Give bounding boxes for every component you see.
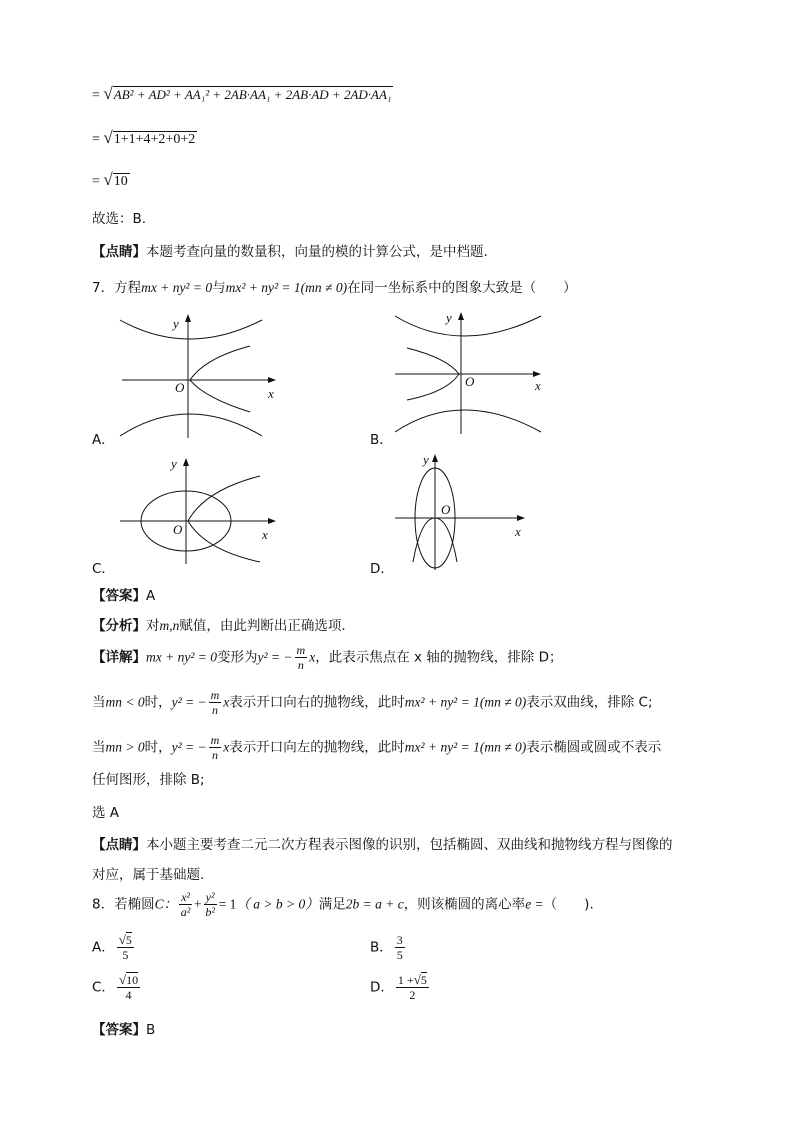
q7-detail-line-4: 任何图形，排除 B; (92, 772, 205, 788)
equals-sign: = (92, 132, 100, 147)
q7-stem-pre: 方程 (114, 280, 142, 296)
tip-tag: 【点睛】 (92, 837, 146, 853)
q7-graph-d (385, 450, 555, 572)
q7-select-line: 选 A (92, 805, 120, 821)
formula-expression: 1+1+4+2+0+2 (113, 132, 196, 147)
q7-option-b-label: B． (370, 432, 393, 448)
y-label: y (446, 310, 452, 325)
hyperbola-upper-branch (120, 320, 262, 339)
hyperbola-upper-branch (395, 316, 541, 336)
q7-option-a-label: A． (92, 432, 115, 448)
q8-option-d: D． $\frac{1 +√5}{2}$ (370, 972, 427, 1002)
q7-graph-b (385, 308, 565, 443)
q8-stem: 8．若椭圆C： $\frac{\text{x²}}{\text{a²}}$ + $\frac{\text{y²}}{\text{b²}}$ = 1（ a > b > 0）满足2b = a + c，则该椭圆的离心率e =（ ). (92, 890, 594, 919)
formula-expression: 10 (113, 174, 128, 189)
q7-stem (92, 276, 577, 296)
answer-tag: 【答案】 (92, 588, 146, 604)
hyperbola-lower-branch (120, 414, 262, 436)
q7-detail-line-1: 【详解】mx + ny² = 0变形为y² = − $\frac{m}{n}$ x，此表示焦点在 x 轴的抛物线，排除 D； (92, 643, 563, 672)
formula-expression: AB² + AD² + AA₁² + 2AB·AA₁ + 2AB·AD + 2AD·AA₁ (113, 87, 392, 102)
sqrt-sign: √ (103, 84, 113, 103)
x-axis-arrow (268, 377, 276, 383)
q7-detail-line-3: 当mn > 0时，y² = − $\frac{m}{n}$ x表示开口向左的抛物线，此时mx² + ny² = 1(mn ≠ 0)表示椭圆或圆或不表示 (92, 733, 662, 762)
case1-cond: mn < 0 (105, 694, 145, 710)
fraction-m-over-n: $\frac{m}{n}$ (210, 733, 220, 762)
q7-graph-c (110, 454, 290, 569)
y-axis-arrow (458, 312, 464, 320)
x-label: x (268, 386, 274, 401)
q7-option-c-label: C． (92, 561, 115, 577)
choose-line: 故选：B. (92, 211, 147, 227)
analysis-vars: m,n (159, 618, 180, 633)
detail1-mid: 变形为 (217, 649, 258, 666)
q8-option-b: B． $\frac{3}{5}$ (370, 933, 403, 962)
q7-tip-line-2: 对应，属于基础题. (92, 867, 205, 883)
origin-label: O (441, 502, 451, 517)
hyperbola-lower-branch (395, 410, 541, 432)
parabola-right-opening (188, 476, 260, 562)
analysis-tag: 【分析】 (92, 618, 146, 634)
origin-label: O (175, 380, 185, 395)
formula-line-3 (92, 170, 130, 190)
answer-value: B (146, 1022, 156, 1038)
q7-detail-line-2: 当mn < 0时，y² = − $\frac{m}{n}$ x表示开口向右的抛物线，此时mx² + ny² = 1(mn ≠ 0)表示双曲线，排除 C; (92, 688, 653, 717)
formula-line-2 (92, 128, 197, 148)
q7-eq1: mx + ny² = 0 (141, 280, 213, 295)
q7-number: 7． (92, 280, 115, 296)
tip-text: 本题考查向量的数量积，向量的模的计算公式，是中档题. (146, 244, 488, 260)
y-axis-arrow (185, 314, 191, 322)
case2-cond: mn > 0 (105, 739, 145, 755)
analysis-post: 赋值，由此判断出正确选项. (179, 618, 346, 634)
answer-value: A (146, 588, 156, 604)
y-axis-arrow (183, 458, 189, 466)
detail1-post: ，此表示焦点在 x 轴的抛物线，排除 D； (315, 649, 563, 666)
q8-option-c: C． $\frac{√10}{4}$ (92, 972, 139, 1002)
x-label: x (515, 524, 521, 539)
x-axis-arrow (517, 515, 525, 521)
q8-answer-line (92, 1018, 155, 1038)
sqrt-sign: √ (103, 170, 113, 189)
x-label: x (535, 378, 541, 393)
y-label: y (171, 456, 177, 471)
origin-label: O (465, 374, 475, 389)
y-axis-arrow (432, 454, 438, 462)
detail1-eq: mx + ny² = 0 (146, 649, 218, 665)
answer-tag: 【答案】 (92, 1022, 146, 1038)
detail1-lhs: y² = − (257, 649, 293, 665)
sqrt-sign: √ (103, 128, 113, 147)
tip-tag: 【点睛】 (92, 244, 146, 260)
q7-eq2: mx² + ny² = 1 (225, 280, 301, 295)
fraction-x2-over-a2: $\frac{\text{x²}}{\text{a²}}$ (180, 890, 191, 919)
fraction-y2-over-b2: $\frac{\text{y²}}{\text{b²}}$ (205, 890, 215, 919)
y-label: y (423, 452, 429, 467)
fraction-m-over-n: $\frac{m}{n}$ (210, 688, 220, 717)
q7-analysis-line (92, 614, 346, 634)
detail-tag: 【详解】 (92, 649, 146, 666)
fraction-m-over-n: $\frac{m}{n}$ (296, 643, 306, 672)
analysis-pre: 对 (146, 618, 160, 634)
formula-line-1 (92, 84, 393, 104)
parabola-right-opening (190, 346, 250, 412)
q8-option-a: A． $\frac{√5}{5}$ (92, 932, 132, 962)
x-axis-arrow (268, 518, 276, 524)
q7-graph-a (110, 308, 290, 443)
tip-line (92, 240, 488, 260)
y-label: y (173, 316, 179, 331)
equals-sign: = (92, 174, 100, 189)
q7-cond: (mn ≠ 0) (300, 280, 348, 295)
q7-stem-post: 在同一坐标系中的图象大致是（ ） (347, 280, 577, 296)
q7-tip-line-1: 【点睛】本小题主要考查二元二次方程表示图像的识别，包括椭圆、双曲线和抛物线方程与图像的 (92, 837, 673, 853)
origin-label: O (173, 522, 183, 537)
q7-yu: 与 (212, 280, 226, 296)
equals-sign: = (92, 88, 100, 103)
q7-option-d-label: D． (370, 561, 394, 577)
x-label: x (262, 527, 268, 542)
x-axis-arrow (533, 371, 541, 377)
q7-answer-line (92, 584, 155, 604)
